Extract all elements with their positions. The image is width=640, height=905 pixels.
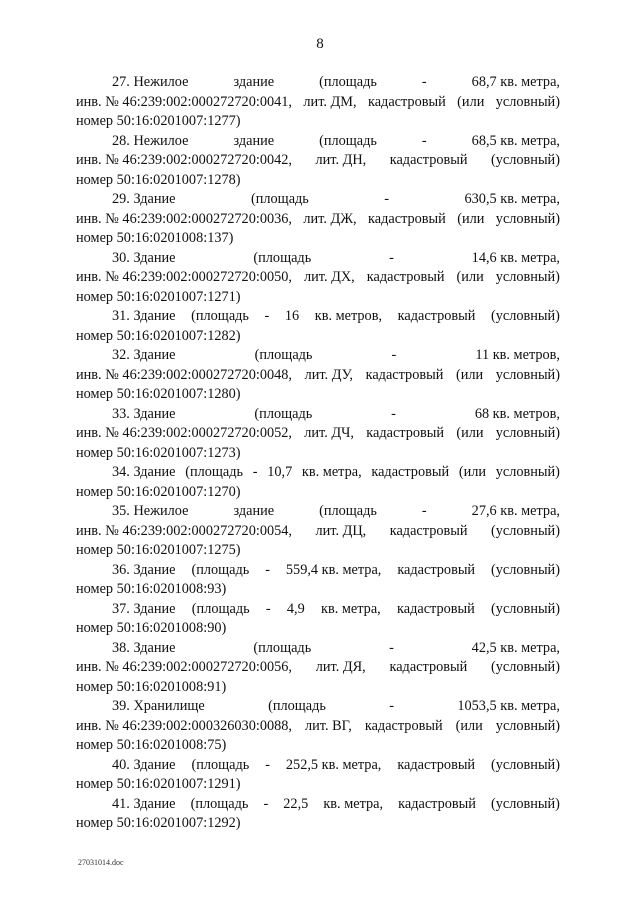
text-word: (площадь bbox=[254, 405, 313, 422]
text-word: - bbox=[421, 503, 427, 519]
text-word: кадастровый bbox=[397, 756, 476, 773]
text-word: 42,5 кв. метра, bbox=[471, 639, 560, 656]
list-item-line bbox=[76, 93, 560, 113]
list-item-line: номер 50:16:0201008:75) bbox=[76, 737, 227, 753]
text-word: кадастровый bbox=[389, 659, 468, 675]
text-word: инв. № 46:239:002:000272720:0056, bbox=[76, 659, 292, 675]
text-word: (площадь bbox=[190, 795, 249, 812]
text-word: кадастровый bbox=[366, 425, 445, 441]
list-item-line: номер 50:16:0201007:1282) bbox=[76, 327, 241, 344]
text-word: (условный) bbox=[491, 756, 560, 773]
list-item-line: номер 50:16:0201007:1273) bbox=[76, 444, 241, 461]
text-word: 630,5 кв. метра, bbox=[464, 191, 560, 207]
list-item bbox=[76, 463, 560, 502]
list-item bbox=[76, 346, 560, 405]
text-word: (условный) bbox=[491, 600, 560, 617]
list-item-line bbox=[76, 697, 560, 717]
list-item-line: номер 50:16:0201007:1277) bbox=[76, 113, 241, 129]
text-word: инв. № 46:239:002:000272720:0050, bbox=[76, 269, 292, 285]
text-word: 41. Здание bbox=[112, 795, 176, 812]
text-word: 27,6 кв. метра, bbox=[471, 503, 560, 519]
text-word: (площадь bbox=[268, 698, 326, 714]
text-word: условный) bbox=[495, 93, 560, 110]
text-word: здание bbox=[233, 74, 275, 90]
text-word: инв. № 46:239:002:000272720:0052, bbox=[76, 425, 292, 441]
list-item bbox=[76, 697, 560, 756]
text-word: кадастровый bbox=[367, 93, 446, 110]
text-word: (или bbox=[457, 210, 485, 227]
text-word: (условный) bbox=[491, 152, 560, 168]
text-word: 16 bbox=[284, 308, 300, 324]
text-word: (площадь bbox=[253, 639, 312, 656]
text-word: здание bbox=[233, 132, 275, 149]
text-word: (площадь bbox=[185, 464, 244, 480]
list-item-line bbox=[76, 366, 560, 386]
text-word: (или bbox=[457, 93, 485, 110]
text-word: кадастровый bbox=[364, 717, 443, 734]
list-item-line: номер 50:16:0201007:1280) bbox=[76, 386, 241, 402]
text-word: инв. № 46:239:002:000272720:0048, bbox=[76, 366, 292, 383]
text-word: инв. № 46:239:002:000326030:0088, bbox=[76, 717, 292, 734]
text-word: (условный) bbox=[490, 308, 560, 324]
text-word: условный) bbox=[495, 269, 560, 285]
text-word: (площадь bbox=[253, 249, 312, 266]
text-word: 32. Здание bbox=[112, 347, 176, 363]
list-item-line bbox=[76, 268, 560, 288]
document-body bbox=[76, 73, 560, 834]
text-word: 252,5 кв. метра, bbox=[285, 756, 382, 773]
text-word: - bbox=[389, 639, 394, 656]
text-word: кв. метра, bbox=[321, 600, 381, 617]
text-word: условный) bbox=[495, 464, 560, 480]
text-word: кадастровый bbox=[397, 600, 475, 617]
text-word: кв. метра, bbox=[301, 464, 362, 480]
list-item-line bbox=[76, 600, 560, 620]
text-word: (условный) bbox=[491, 659, 560, 675]
text-word: 68 кв. метров, bbox=[474, 405, 560, 422]
text-word: кв. метров, bbox=[314, 308, 383, 324]
text-word: - bbox=[265, 600, 271, 617]
text-word: 30. Здание bbox=[112, 249, 176, 266]
text-word: (площадь bbox=[250, 191, 309, 207]
text-word: (или bbox=[456, 425, 484, 441]
text-word: (условный) bbox=[491, 522, 560, 539]
list-item bbox=[76, 249, 560, 308]
list-item-line: номер 50:16:0201007:1292) bbox=[76, 815, 241, 831]
list-item-line bbox=[76, 132, 560, 152]
list-item-line bbox=[76, 249, 560, 269]
list-item bbox=[76, 756, 560, 795]
footer-file-name: 27031014.doc bbox=[78, 858, 124, 867]
text-word: (или bbox=[455, 717, 483, 734]
text-word: 27. Нежилое bbox=[112, 74, 189, 90]
list-item-line bbox=[76, 190, 560, 210]
text-word: (площадь bbox=[319, 74, 377, 90]
text-word: 1053,5 кв. метра, bbox=[457, 698, 560, 714]
text-word: лит. ДЧ, bbox=[304, 425, 354, 441]
text-word: (площадь bbox=[191, 308, 249, 324]
list-item-line bbox=[76, 73, 560, 93]
text-word: - bbox=[389, 698, 395, 714]
text-word: - bbox=[389, 249, 394, 266]
list-item-line: номер 50:16:0201008:90) bbox=[76, 620, 227, 636]
text-word: 68,7 кв. метра, bbox=[471, 74, 560, 90]
text-word: кадастровый bbox=[389, 522, 468, 539]
text-word: (площадь bbox=[191, 756, 250, 773]
text-word: 34. Здание bbox=[112, 464, 176, 480]
text-word: лит. ДН, bbox=[315, 152, 367, 168]
list-item-line bbox=[76, 463, 560, 483]
text-word: 22,5 bbox=[283, 795, 309, 812]
list-item-line bbox=[76, 639, 560, 659]
text-word: 33. Здание bbox=[112, 405, 176, 422]
text-word: - bbox=[391, 347, 397, 363]
text-word: кадастровый bbox=[368, 210, 446, 227]
list-item bbox=[76, 795, 560, 834]
text-word: - bbox=[264, 308, 270, 324]
list-item-line: номер 50:16:0201007:1275) bbox=[76, 542, 241, 558]
text-word: 68,5 кв. метра, bbox=[471, 132, 560, 149]
list-item-line bbox=[76, 717, 560, 737]
text-word: лит. ДУ, bbox=[304, 366, 353, 383]
text-word: (площадь bbox=[254, 347, 313, 363]
text-word: 11 кв. метров, bbox=[475, 347, 560, 363]
list-item-line: номер 50:16:0201007:1278) bbox=[76, 171, 241, 188]
text-word: 39. Хранилище bbox=[112, 698, 205, 714]
text-word: инв. № 46:239:002:000272720:0054, bbox=[76, 522, 292, 539]
text-word: лит. ДЯ, bbox=[315, 659, 366, 675]
list-item bbox=[76, 132, 560, 191]
text-word: 36. Здание bbox=[112, 561, 176, 578]
list-item bbox=[76, 405, 560, 464]
text-word: кадастровый bbox=[365, 366, 444, 383]
text-word: кадастровый bbox=[389, 152, 468, 168]
page-number: 8 bbox=[316, 36, 324, 52]
text-word: - bbox=[421, 74, 427, 90]
text-word: 14,6 кв. метра, bbox=[471, 249, 560, 266]
list-item-line: номер 50:16:0201008:93) bbox=[76, 581, 227, 597]
list-item-line: номер 50:16:0201007:1291) bbox=[76, 776, 241, 792]
text-word: лит. ВГ, bbox=[304, 717, 352, 734]
list-item-line bbox=[76, 756, 560, 776]
text-word: инв. № 46:239:002:000272720:0036, bbox=[76, 210, 292, 227]
list-item-line bbox=[76, 405, 560, 425]
text-word: (или bbox=[458, 464, 487, 480]
text-word: 40. Здание bbox=[112, 756, 176, 773]
list-item bbox=[76, 561, 560, 600]
text-word: - bbox=[384, 191, 390, 207]
text-word: лит. ДЦ, bbox=[315, 522, 367, 539]
text-word: 37. Здание bbox=[112, 600, 176, 617]
text-word: здание bbox=[233, 503, 275, 519]
text-word: (площадь bbox=[319, 503, 377, 519]
text-word: 10,7 bbox=[267, 464, 293, 480]
list-item bbox=[76, 307, 560, 346]
list-item-line: номер 50:16:0201007:1270) bbox=[76, 483, 241, 500]
text-word: кадастровый bbox=[397, 308, 476, 324]
text-word: инв. № 46:239:002:000272720:0042, bbox=[76, 152, 292, 168]
list-item-line bbox=[76, 151, 560, 171]
text-word: 29. Здание bbox=[112, 191, 176, 207]
text-word: 28. Нежилое bbox=[112, 132, 189, 149]
text-word: условный) bbox=[495, 425, 560, 441]
text-word: - bbox=[265, 756, 270, 773]
text-word: (площадь bbox=[191, 561, 250, 578]
text-word: лит. ДМ, bbox=[303, 93, 357, 110]
text-word: (условный) bbox=[490, 795, 560, 812]
list-item-line bbox=[76, 307, 560, 327]
text-word: кадастровый bbox=[371, 464, 450, 480]
text-word: кадастровый bbox=[398, 795, 476, 812]
text-word: условный) bbox=[495, 366, 560, 383]
text-word: (или bbox=[455, 366, 484, 383]
text-word: - bbox=[421, 132, 427, 149]
list-item-line bbox=[76, 424, 560, 444]
text-word: - bbox=[265, 561, 270, 578]
text-word: кв. метра, bbox=[323, 795, 384, 812]
list-item-line bbox=[76, 502, 560, 522]
text-word: 38. Здание bbox=[112, 639, 176, 656]
text-word: (площадь bbox=[319, 132, 377, 149]
text-word: лит. ДХ, bbox=[304, 269, 355, 285]
list-item bbox=[76, 639, 560, 698]
list-item-line bbox=[76, 658, 560, 678]
text-word: (площадь bbox=[191, 600, 250, 617]
text-word: - bbox=[252, 464, 258, 480]
list-item-line bbox=[76, 795, 560, 815]
list-item-line bbox=[76, 210, 560, 230]
list-item-line: номер 50:16:0201007:1271) bbox=[76, 288, 241, 305]
text-word: условный) bbox=[495, 210, 560, 227]
list-item-line: номер 50:16:0201008:137) bbox=[76, 230, 234, 246]
list-item-line bbox=[76, 561, 560, 581]
text-word: лит. ДЖ, bbox=[303, 210, 357, 227]
text-word: (условный) bbox=[491, 561, 560, 578]
list-item bbox=[76, 600, 560, 639]
text-word: 4,9 bbox=[286, 600, 305, 617]
list-item bbox=[76, 190, 560, 249]
list-item bbox=[76, 502, 560, 561]
list-item bbox=[76, 73, 560, 132]
text-word: - bbox=[263, 795, 269, 812]
text-word: инв. № 46:239:002:000272720:0041, bbox=[76, 93, 292, 110]
text-word: условный) bbox=[495, 717, 560, 734]
text-word: 35. Нежилое bbox=[112, 503, 189, 519]
text-word: - bbox=[391, 405, 396, 422]
text-word: кадастровый bbox=[366, 269, 445, 285]
list-item-line bbox=[76, 346, 560, 366]
text-word: 559,4 кв. метра, bbox=[285, 561, 382, 578]
list-item-line: номер 50:16:0201008:91) bbox=[76, 678, 227, 695]
list-item-line bbox=[76, 522, 560, 542]
text-word: (или bbox=[456, 269, 484, 285]
text-word: 31. Здание bbox=[112, 308, 176, 324]
text-word: кадастровый bbox=[397, 561, 476, 578]
